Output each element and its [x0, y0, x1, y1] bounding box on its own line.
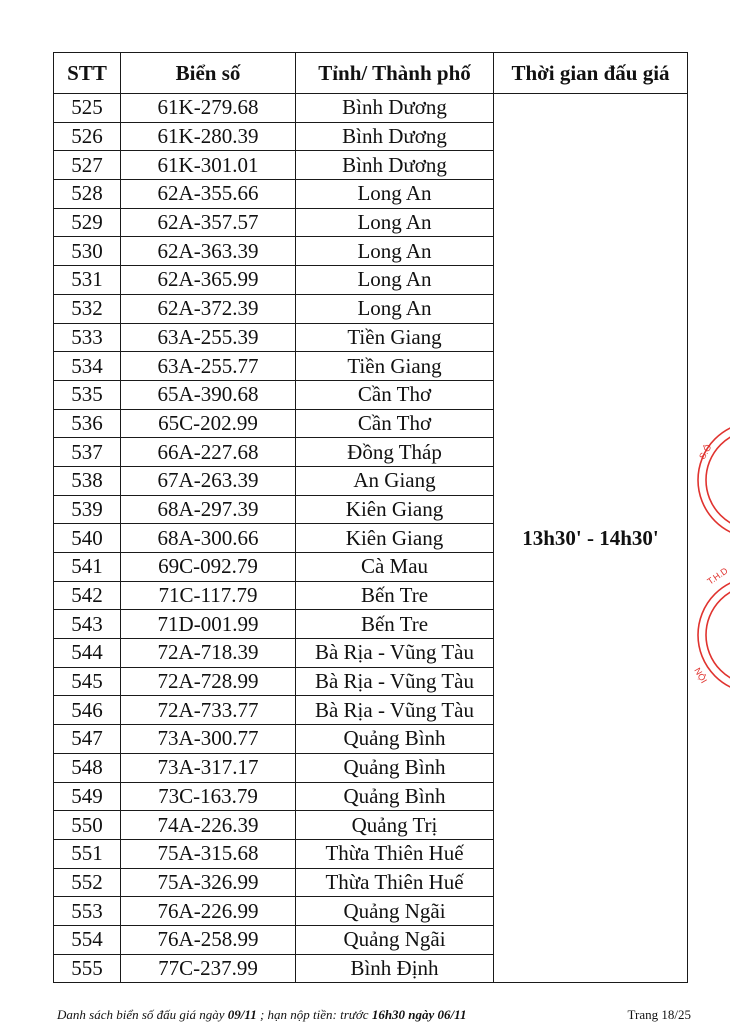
row-plate: 76A-226.99 — [121, 897, 296, 926]
row-province: Bình Dương — [296, 122, 494, 151]
row-province: Kiên Giang — [296, 495, 494, 524]
row-province: Quảng Bình — [296, 725, 494, 754]
row-stt: 555 — [54, 954, 121, 983]
row-province: Long An — [296, 180, 494, 209]
footer-note — [57, 1007, 466, 1023]
row-province: Đồng Tháp — [296, 438, 494, 467]
row-plate: 62A-372.39 — [121, 294, 296, 323]
row-plate: 71D-001.99 — [121, 610, 296, 639]
row-plate: 66A-227.68 — [121, 438, 296, 467]
row-stt: 530 — [54, 237, 121, 266]
row-plate: 65A-390.68 — [121, 380, 296, 409]
row-stt: 546 — [54, 696, 121, 725]
row-stt: 554 — [54, 925, 121, 954]
row-province: Quảng Ngãi — [296, 897, 494, 926]
row-stt: 553 — [54, 897, 121, 926]
row-province: Long An — [296, 294, 494, 323]
red-seal-stamp — [686, 420, 730, 710]
row-stt: 550 — [54, 811, 121, 840]
footer-prefix: Danh sách biển số đấu giá ngày — [57, 1007, 228, 1022]
row-stt: 545 — [54, 667, 121, 696]
row-stt: 552 — [54, 868, 121, 897]
row-stt: 531 — [54, 266, 121, 295]
row-province: Thừa Thiên Huế — [296, 868, 494, 897]
row-stt: 542 — [54, 581, 121, 610]
page-number: Trang 18/25 — [627, 1007, 691, 1022]
row-province: Long An — [296, 208, 494, 237]
row-stt: 529 — [54, 208, 121, 237]
row-stt: 532 — [54, 294, 121, 323]
row-stt: 525 — [54, 94, 121, 123]
row-plate: 63A-255.77 — [121, 352, 296, 381]
row-stt: 539 — [54, 495, 121, 524]
row-plate: 75A-326.99 — [121, 868, 296, 897]
row-stt: 543 — [54, 610, 121, 639]
row-province: Bình Định — [296, 954, 494, 983]
header-auction-time: Thời gian đấu giá — [494, 53, 688, 94]
row-province: An Giang — [296, 466, 494, 495]
row-province: Long An — [296, 266, 494, 295]
row-province: Bình Dương — [296, 94, 494, 123]
footer-deadline: 16h30 ngày 06/11 — [371, 1007, 467, 1022]
row-province: Cà Mau — [296, 553, 494, 582]
row-plate: 73A-300.77 — [121, 725, 296, 754]
row-plate: 73C-163.79 — [121, 782, 296, 811]
row-plate: 68A-300.66 — [121, 524, 296, 553]
row-stt: 534 — [54, 352, 121, 381]
header-stt: STT — [54, 53, 121, 94]
row-plate: 61K-301.01 — [121, 151, 296, 180]
row-province: Quảng Bình — [296, 753, 494, 782]
row-plate: 73A-317.17 — [121, 753, 296, 782]
row-province: Tiền Giang — [296, 352, 494, 381]
row-stt: 536 — [54, 409, 121, 438]
seal-text-top: S.Ô — [697, 442, 714, 461]
row-province: Quảng Ngãi — [296, 925, 494, 954]
row-plate: 72A-728.99 — [121, 667, 296, 696]
row-stt: 544 — [54, 639, 121, 668]
row-plate: 61K-279.68 — [121, 94, 296, 123]
row-plate: 71C-117.79 — [121, 581, 296, 610]
row-stt: 548 — [54, 753, 121, 782]
row-plate: 63A-255.39 — [121, 323, 296, 352]
row-plate: 75A-315.68 — [121, 839, 296, 868]
row-plate: 62A-355.66 — [121, 180, 296, 209]
row-stt: 526 — [54, 122, 121, 151]
row-province: Bà Rịa - Vũng Tàu — [296, 639, 494, 668]
row-stt: 541 — [54, 553, 121, 582]
seal-text-mid: T.H.D — [705, 565, 730, 587]
row-stt: 533 — [54, 323, 121, 352]
row-province: Bà Rịa - Vũng Tàu — [296, 667, 494, 696]
footer-auction-date: 09/11 — [227, 1007, 257, 1022]
row-province: Bà Rịa - Vũng Tàu — [296, 696, 494, 725]
seal-text-bottom: NỘI — [692, 666, 709, 685]
plate-auction-table — [53, 52, 688, 983]
row-plate: 76A-258.99 — [121, 925, 296, 954]
row-stt: 528 — [54, 180, 121, 209]
row-plate: 72A-718.39 — [121, 639, 296, 668]
row-plate: 62A-365.99 — [121, 266, 296, 295]
row-stt: 549 — [54, 782, 121, 811]
row-province: Long An — [296, 237, 494, 266]
row-stt: 551 — [54, 839, 121, 868]
row-province: Kiên Giang — [296, 524, 494, 553]
row-plate: 72A-733.77 — [121, 696, 296, 725]
row-stt: 540 — [54, 524, 121, 553]
table-header-row — [54, 53, 688, 94]
row-plate: 67A-263.39 — [121, 466, 296, 495]
footer-middle: ; hạn nộp tiền: trước — [256, 1007, 372, 1022]
row-stt: 538 — [54, 466, 121, 495]
row-province: Bến Tre — [296, 610, 494, 639]
row-stt: 547 — [54, 725, 121, 754]
row-plate: 62A-357.57 — [121, 208, 296, 237]
row-province: Cần Thơ — [296, 380, 494, 409]
row-plate: 68A-297.39 — [121, 495, 296, 524]
row-province: Tiền Giang — [296, 323, 494, 352]
header-plate: Biển số — [121, 53, 296, 94]
auction-time-slot: 13h30' - 14h30' — [494, 94, 688, 983]
row-stt: 527 — [54, 151, 121, 180]
row-plate: 77C-237.99 — [121, 954, 296, 983]
row-plate: 62A-363.39 — [121, 237, 296, 266]
row-province: Cần Thơ — [296, 409, 494, 438]
row-province: Thừa Thiên Huế — [296, 839, 494, 868]
row-stt: 537 — [54, 438, 121, 467]
header-province: Tỉnh/ Thành phố — [296, 53, 494, 94]
row-province: Quảng Trị — [296, 811, 494, 840]
row-plate: 74A-226.39 — [121, 811, 296, 840]
row-plate: 61K-280.39 — [121, 122, 296, 151]
row-province: Bình Dương — [296, 151, 494, 180]
row-province: Quảng Bình — [296, 782, 494, 811]
table-row — [54, 94, 688, 123]
row-plate: 65C-202.99 — [121, 409, 296, 438]
row-plate: 69C-092.79 — [121, 553, 296, 582]
row-stt: 535 — [54, 380, 121, 409]
row-province: Bến Tre — [296, 581, 494, 610]
